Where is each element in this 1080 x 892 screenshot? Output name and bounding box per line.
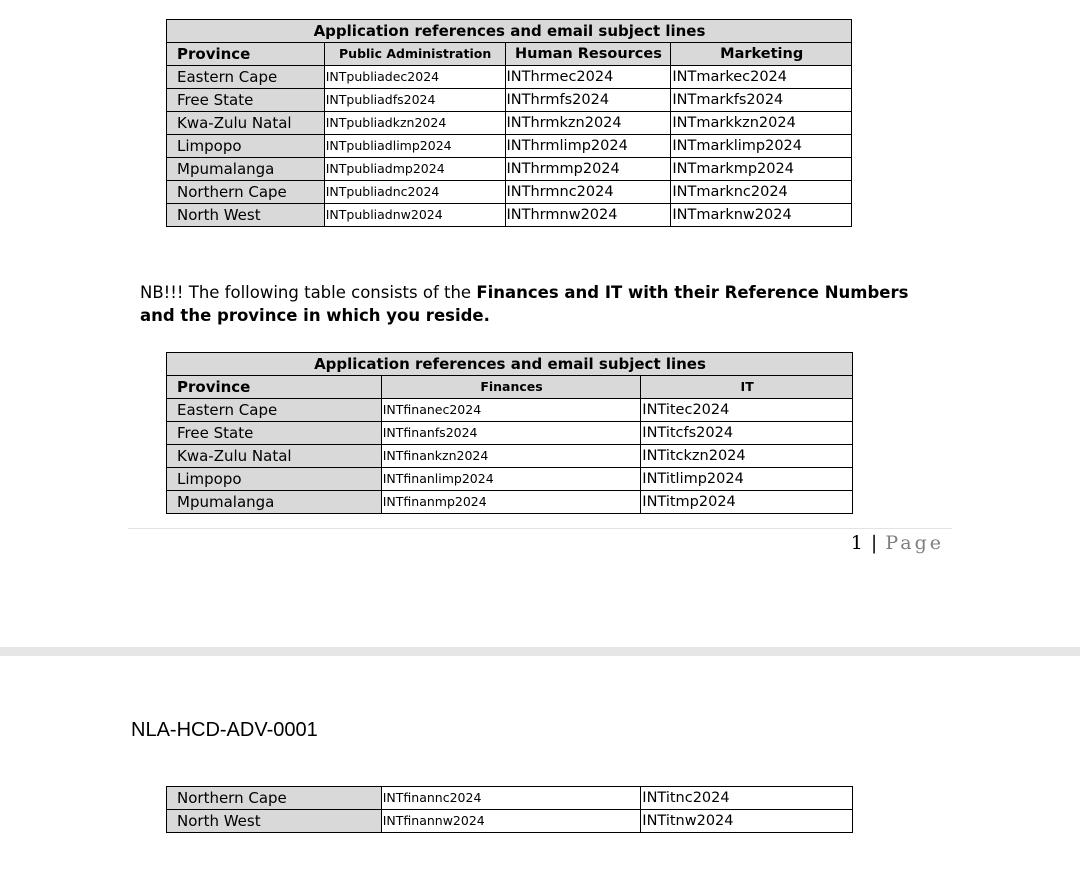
province-cell: North West xyxy=(167,204,325,227)
reference-table-finances-it xyxy=(166,352,853,514)
reference-cell: INTpubliadnw2024 xyxy=(324,204,505,227)
province-cell: Mpumalanga xyxy=(167,491,382,514)
reference-cell: INThrmnc2024 xyxy=(505,181,671,204)
reference-cell: INThrmec2024 xyxy=(505,66,671,89)
reference-cell: INTitlimp2024 xyxy=(641,468,853,491)
reference-table-departments xyxy=(166,19,852,227)
reference-cell: INThrmlimp2024 xyxy=(505,135,671,158)
table-row xyxy=(167,445,853,468)
reference-cell: INTmarkmp2024 xyxy=(671,158,852,181)
footer-divider xyxy=(128,528,952,529)
reference-cell: INThrmkzn2024 xyxy=(505,112,671,135)
column-header-province: Province xyxy=(167,43,325,66)
note-text: NB!!! The following table consists of the xyxy=(140,283,477,302)
reference-cell: INThrmfs2024 xyxy=(505,89,671,112)
reference-cell: INTitmp2024 xyxy=(641,491,853,514)
table-row xyxy=(167,66,852,89)
note-bold-text: Finances and IT with their Reference Numbers and the province in which you reside. xyxy=(140,283,909,325)
province-cell: Eastern Cape xyxy=(167,399,382,422)
reference-cell: INThrmnw2024 xyxy=(505,204,671,227)
reference-cell: INTpubliadmp2024 xyxy=(324,158,505,181)
page-break xyxy=(0,647,1080,656)
page-number-separator: | xyxy=(870,532,879,554)
reference-cell: INTitec2024 xyxy=(641,399,853,422)
province-cell: Kwa-Zulu Natal xyxy=(167,445,382,468)
table-title: Application references and email subject lines xyxy=(167,20,852,43)
reference-cell: INTitnc2024 xyxy=(641,787,853,810)
reference-cell: INTmarknw2024 xyxy=(671,204,852,227)
reference-cell: INTfinanfs2024 xyxy=(381,422,641,445)
table-row xyxy=(167,468,853,491)
reference-cell: INTmarkfs2024 xyxy=(671,89,852,112)
reference-cell: INTitnw2024 xyxy=(641,810,853,833)
table-row xyxy=(167,181,852,204)
reference-cell: INTfinanlimp2024 xyxy=(381,468,641,491)
column-header-it: IT xyxy=(641,376,853,399)
reference-cell: INTfinannc2024 xyxy=(381,787,641,810)
province-cell: North West xyxy=(167,810,382,833)
page-label: Page xyxy=(885,532,944,554)
table-row xyxy=(167,491,853,514)
column-header-marketing: Marketing xyxy=(671,43,852,66)
province-cell: Free State xyxy=(167,89,325,112)
reference-cell: INTpubliadec2024 xyxy=(324,66,505,89)
reference-cell: INTitckzn2024 xyxy=(641,445,853,468)
table-row xyxy=(167,135,852,158)
column-header-human-resources: Human Resources xyxy=(505,43,671,66)
page-number-value: 1 xyxy=(850,532,864,554)
reference-cell: INTpubliadkzn2024 xyxy=(324,112,505,135)
reference-cell: INTpubliadnc2024 xyxy=(324,181,505,204)
note-paragraph xyxy=(140,281,940,327)
reference-cell: INThrmmp2024 xyxy=(505,158,671,181)
reference-cell: INTmarklimp2024 xyxy=(671,135,852,158)
column-header-public-administration: Public Administration xyxy=(324,43,505,66)
table-row xyxy=(167,787,853,810)
table-row xyxy=(167,158,852,181)
province-cell: Limpopo xyxy=(167,135,325,158)
province-cell: Northern Cape xyxy=(167,181,325,204)
document-id: NLA-HCD-ADV-0001 xyxy=(131,719,318,741)
province-cell: Kwa-Zulu Natal xyxy=(167,112,325,135)
reference-cell: INTmarkec2024 xyxy=(671,66,852,89)
reference-cell: INTpubliadlimp2024 xyxy=(324,135,505,158)
table-row xyxy=(167,204,852,227)
table-row xyxy=(167,810,853,833)
province-cell: Mpumalanga xyxy=(167,158,325,181)
province-cell: Free State xyxy=(167,422,382,445)
reference-cell: INTfinankzn2024 xyxy=(381,445,641,468)
reference-cell: INTfinanec2024 xyxy=(381,399,641,422)
province-cell: Northern Cape xyxy=(167,787,382,810)
reference-cell: INTfinannw2024 xyxy=(381,810,641,833)
reference-cell: INTmarknc2024 xyxy=(671,181,852,204)
column-header-province: Province xyxy=(167,376,382,399)
reference-cell: INTmarkkzn2024 xyxy=(671,112,852,135)
table-title: Application references and email subject lines xyxy=(167,353,853,376)
table-row xyxy=(167,89,852,112)
reference-table-continuation xyxy=(166,786,853,833)
page-number xyxy=(851,532,944,554)
column-header-finances: Finances xyxy=(381,376,641,399)
reference-cell: INTfinanmp2024 xyxy=(381,491,641,514)
table-row xyxy=(167,112,852,135)
province-cell: Limpopo xyxy=(167,468,382,491)
table-row xyxy=(167,399,853,422)
table-row xyxy=(167,422,853,445)
province-cell: Eastern Cape xyxy=(167,66,325,89)
reference-cell: INTpubliadfs2024 xyxy=(324,89,505,112)
reference-cell: INTitcfs2024 xyxy=(641,422,853,445)
